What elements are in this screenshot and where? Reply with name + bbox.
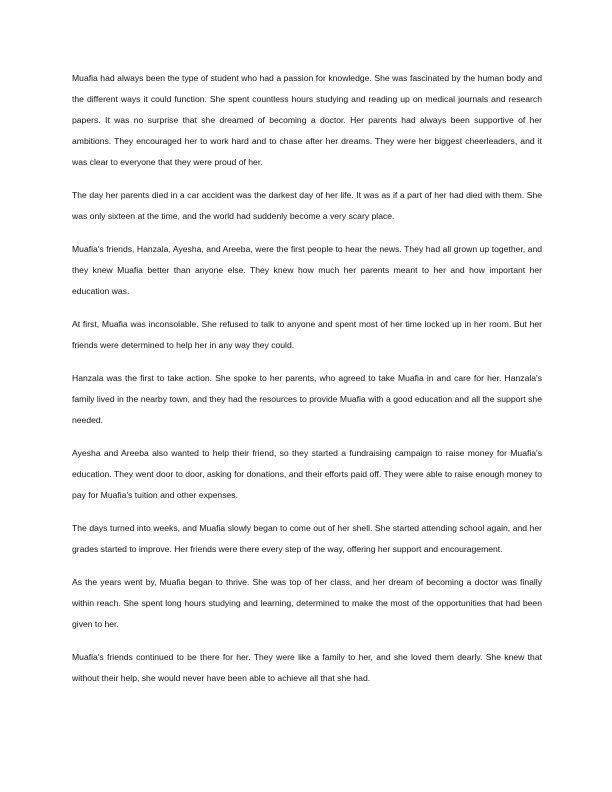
document-body <box>72 68 542 701</box>
paragraph: Ayesha and Areeba also wanted to help their friend, so they started a fundraising campaign to raise money for Muafia's education. They went door to door, asking for donations, and their efforts paid off. They were able to raise enough money to pay for Muafia's tuition and other expenses. <box>72 448 542 500</box>
paragraph: The day her parents died in a car accident was the darkest day of her life. It was as if a part of her had died with them. She was only sixteen at the time, and the world had suddenly become a very scary place. <box>72 190 542 221</box>
paragraph: Hanzala was the first to take action. She spoke to her parents, who agreed to take Muafia in and care for her. Hanzala's family lived in the nearby town, and they had the resources to provide Muafia with a good education and all the support she needed. <box>72 373 542 425</box>
paragraph: Muafia's friends, Hanzala, Ayesha, and Areeba, were the first people to hear the news. They had all grown up together, and they knew Muafia better than anyone else. They knew how much her parents meant to her and how important her education was. <box>72 244 542 296</box>
paragraph: The days turned into weeks, and Muafia slowly began to come out of her shell. She started attending school again, and her grades started to improve. Her friends were there every step of the way, offering her support and encouragement. <box>72 523 542 554</box>
paragraph: As the years went by, Muafia began to thrive. She was top of her class, and her dream of becoming a doctor was finally within reach. She spent long hours studying and learning, determined to make the most of the opportunities that had been given to her. <box>72 577 542 629</box>
paragraph: At first, Muafia was inconsolable. She refused to talk to anyone and spent most of her time locked up in her room. But her friends were determined to help her in any way they could. <box>72 319 542 350</box>
paragraph: Muafia had always been the type of student who had a passion for knowledge. She was fascinated by the human body and the different ways it could function. She spent countless hours studying and reading up on medical journals and research papers. It was no surprise that she dreamed of becoming a doctor. Her parents had always been supportive of her ambitions. They encouraged her to work hard and to chase after her dreams. They were her biggest cheerleaders, and it was clear to everyone that they were proud of her. <box>72 73 542 167</box>
paragraph: Muafia's friends continued to be there for her. They were like a family to her, and she loved them dearly. She knew that without their help, she would never have been able to achieve all that she had. <box>72 652 542 683</box>
